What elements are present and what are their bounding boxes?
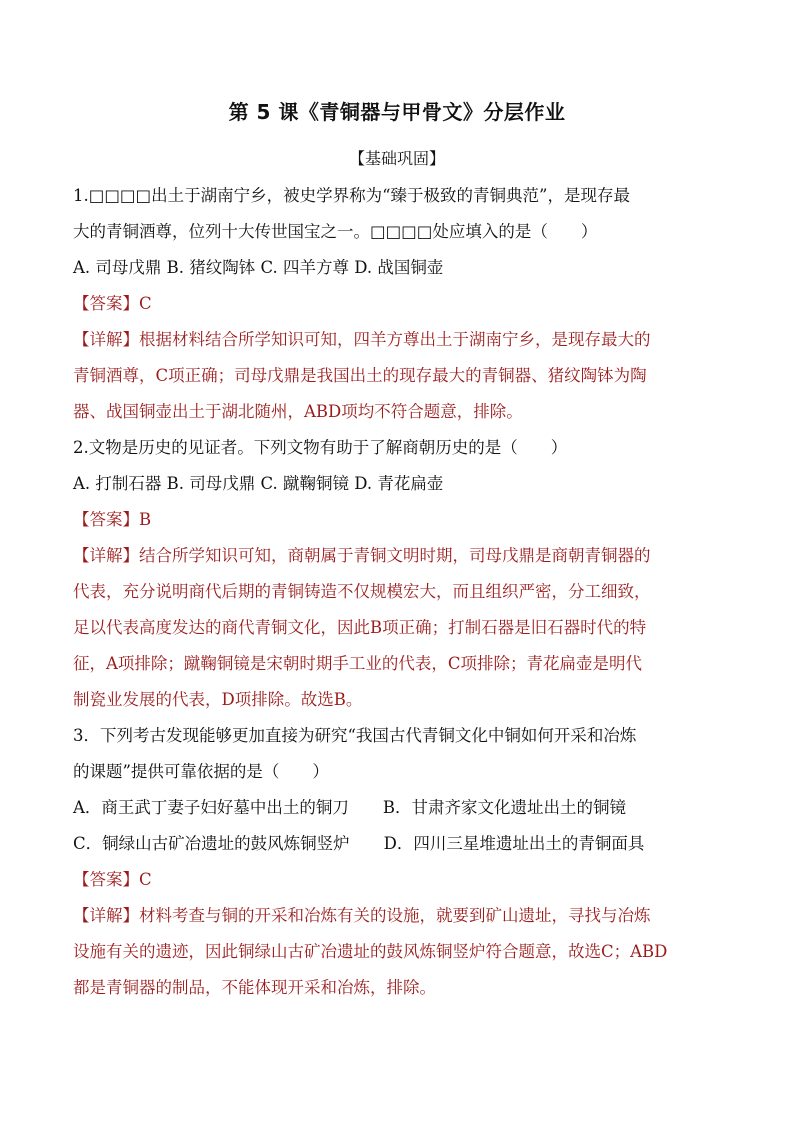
answer-label: 【答案】C	[73, 294, 152, 313]
question-stem-line: 3．下列考古发现能够更加直接为研究“我国古代青铜文化中铜如何开采和冶炼	[73, 726, 637, 745]
explanation-line: 征，A项排除；蹴鞠铜镜是宋朝时期手工业的代表，C项排除；青花扁壶是明代	[73, 654, 643, 673]
explanation-line: 【详解】材料考查与铜的开采和冶炼有关的设施，就要到矿山遗址，寻找与冶炼	[73, 906, 651, 925]
option-a: A．商王武丁妻子妇好墓中出土的铜刀	[73, 798, 349, 817]
question-list	[73, 178, 723, 1006]
question-stem-line: 2.文物是历史的见证者。下列文物有助于了解商朝历史的是（ ）	[73, 438, 568, 457]
section-heading: 【基础巩固】	[348, 149, 445, 168]
question-3	[73, 718, 723, 1006]
page-title: 第 5 课《青铜器与甲骨文》分层作业	[228, 100, 566, 124]
explanation-line: 【详解】根据材料结合所学知识可知，四羊方尊出土于湖南宁乡，是现存最大的	[73, 330, 651, 349]
answer-label: 【答案】B	[73, 510, 152, 529]
question-options: A. 司母戊鼎 B. 猪纹陶钵 C. 四羊方尊 D. 战国铜壶	[73, 258, 444, 277]
explanation-line: 青铜酒尊，C项正确；司母戊鼎是我国出土的现存最大的青铜器、猪纹陶钵为陶	[73, 366, 647, 385]
option-b: B．甘肃齐家文化遗址出土的铜镜	[382, 798, 627, 817]
question-2	[73, 430, 723, 718]
answer-label: 【答案】C	[73, 870, 152, 889]
explanation-line: 足以代表高度发达的商代青铜文化，因此B项正确；打制石器是旧石器时代的特	[73, 618, 647, 637]
explanation-line: 代表，充分说明商代后期的青铜铸造不仅规模宏大，而且组织严密，分工细致，	[73, 582, 651, 601]
explanation-line: 制瓷业发展的代表，D项排除。故选B。	[73, 690, 363, 709]
option-c: C．铜绿山古矿冶遗址的鼓风炼铜竖炉	[73, 834, 350, 853]
question-stem-line: 1.□□□□出土于湖南宁乡，被史学界称为“臻于极致的青铜典范”，是现存最	[73, 186, 630, 205]
explanation-line: 设施有关的遗迹，因此铜绿山古矿冶遗址的鼓风炼铜竖炉符合题意，故选C；ABD	[73, 942, 668, 961]
question-1	[73, 178, 723, 430]
question-options-row	[73, 826, 723, 862]
question-stem-line: 的课题”提供可靠依据的是（ ）	[73, 762, 329, 781]
explanation-line: 都是青铜器的制品，不能体现开采和冶炼，排除。	[73, 978, 436, 997]
explanation-line: 器、战国铜壶出土于湖北随州，ABD项均不符合题意，排除。	[73, 402, 523, 421]
option-d: D．四川三星堆遗址出土的青铜面具	[383, 834, 645, 853]
question-stem-line: 大的青铜酒尊，位列十大传世国宝之一。□□□□处应填入的是（ ）	[73, 222, 598, 241]
question-options: A. 打制石器 B. 司母戊鼎 C. 蹴鞠铜镜 D. 青花扁壶	[73, 474, 444, 493]
explanation-line: 【详解】结合所学知识可知，商朝属于青铜文明时期，司母戊鼎是商朝青铜器的	[73, 546, 651, 565]
question-options-row	[73, 790, 723, 826]
